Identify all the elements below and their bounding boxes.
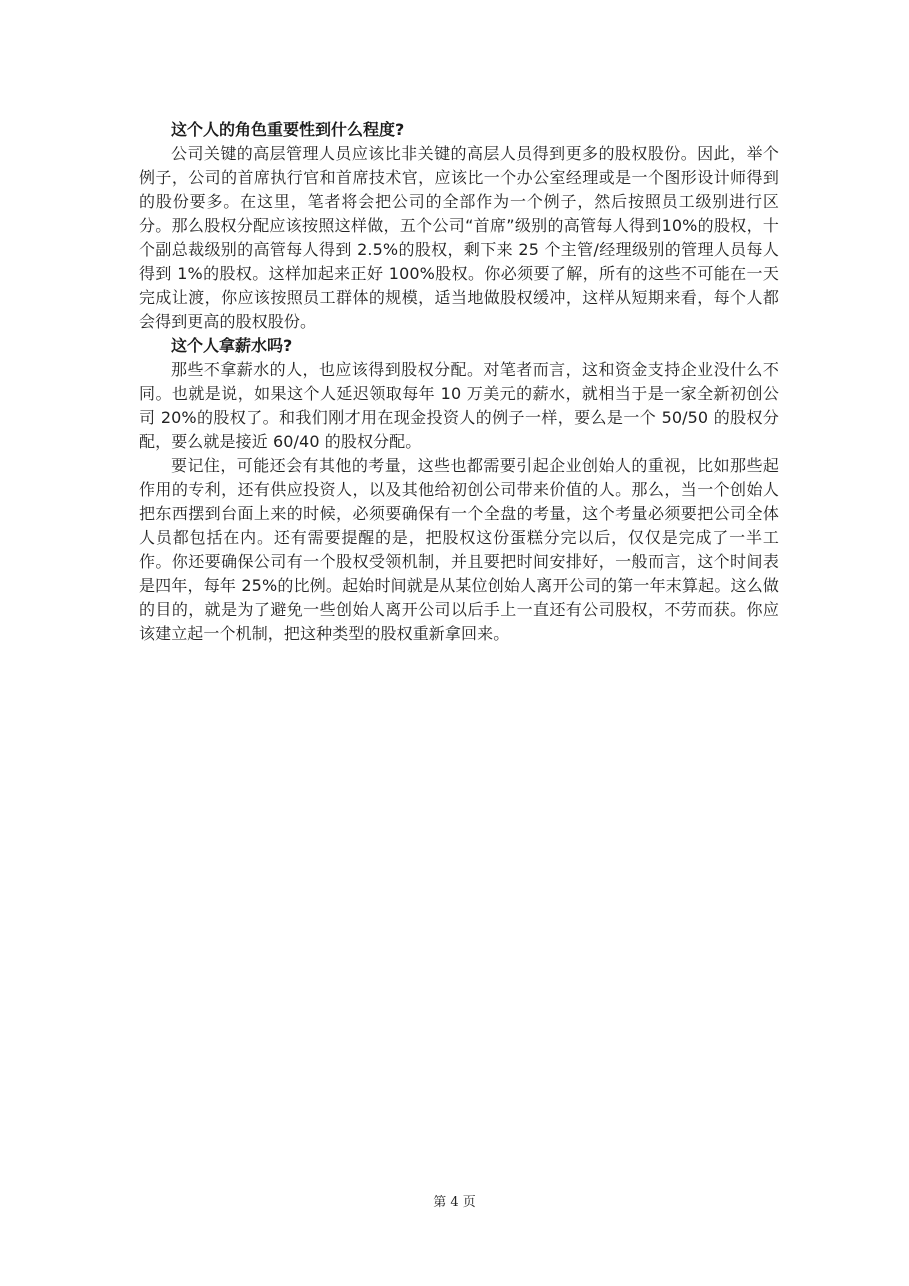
- page-number: 第 4 页: [433, 1195, 476, 1210]
- paragraph-role-importance: 公司关键的高层管理人员应该比非关键的高层人员得到更多的股权股份。因此，举个例子，公司的首席执行官和首席技术官，应该比一个办公室经理或是一个图形设计师得到的股份要多。在这里，笔者将会把公司的全部作为一个例子，然后按照员工级别进行区分。那么股权分配应该按照这样做，五个公司“首席”级别的高管每人得到10%的股权，十个副总裁级别的高管每人得到 2.5%的股权，剩下来 25 个主管/经理级别的管理人员每人得到 1%的股权。这样加起来正好 100%股权。你必须要了解，所有的这些不可能在一天完成让渡，你应该按照员工群体的规模，适当地做股权缓冲，这样从短期来看，每个人都会得到更高的股权股份。: [139, 144, 779, 331]
- paragraph-other-considerations: 要记住，可能还会有其他的考量，这些也都需要引起企业创始人的重视，比如那些起作用的专利，还有供应投资人，以及其他给初创公司带来价值的人。那么，当一个创始人把东西摆到台面上来的时候，必须要确保有一个全盘的考量，这个考量必须要把公司全体人员都包括在内。还有需要提醒的是，把股权这份蛋糕分完以后，仅仅是完成了一半工作。你还要确保公司有一个股权受领机制，并且要把时间安排好，一般而言，这个时间表是四年，每年 25%的比例。起始时间就是从某位创始人离开公司的第一年末算起。这么做的目的，就是为了避免一些创始人离开公司以后手上一直还有公司股权，不劳而获。你应该建立起一个机制，把这种类型的股权重新拿回来。: [139, 456, 779, 643]
- section-heading-salary: 这个人拿薪水吗?: [171, 336, 293, 355]
- section-heading-role-importance: 这个人的角色重要性到什么程度?: [171, 120, 405, 139]
- document-body: [139, 118, 779, 646]
- paragraph-salary: 那些不拿薪水的人，也应该得到股权分配。对笔者而言，这和资金支持企业没什么不同。也就是说，如果这个人延迟领取每年 10 万美元的薪水，就相当于是一家全新初创公司 20%的股权了。和我们刚才用在现金投资人的例子一样，要么是一个 50/50 的股权分配，要么就是接近 60/40 的股权分配。: [139, 360, 779, 451]
